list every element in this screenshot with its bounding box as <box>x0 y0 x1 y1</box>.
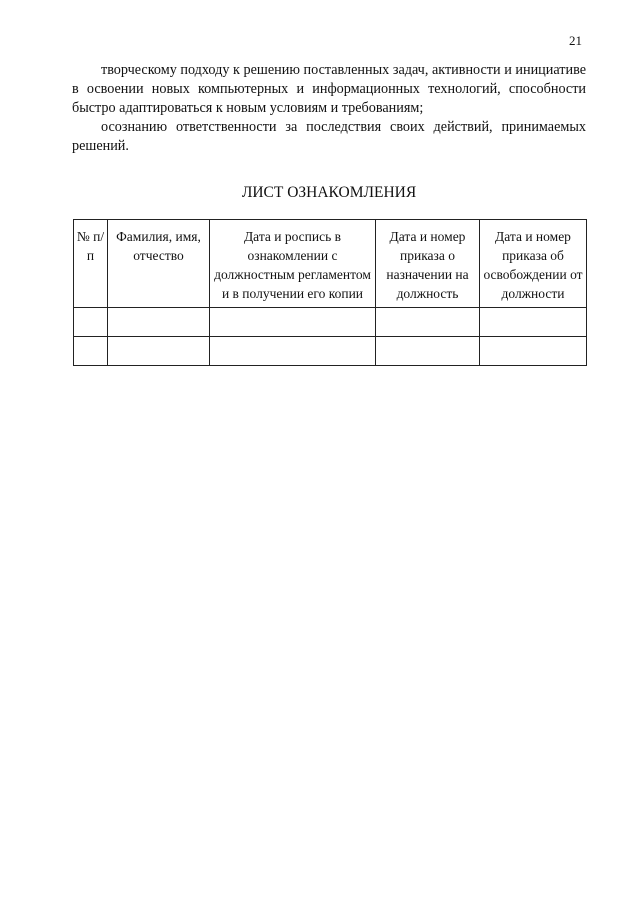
acknowledgement-table <box>73 219 587 366</box>
table-row <box>74 308 587 337</box>
column-header-appointment-order: Дата и номер приказа о назначении на должность <box>376 220 480 308</box>
table-cell <box>480 308 587 337</box>
page-number: 21 <box>569 33 582 48</box>
paragraph-responsibility: осознанию ответственности за последствия своих действий, принимаемых решений. <box>72 119 586 154</box>
column-header-signature-date: Дата и роспись в ознакомлении с должностным регламентом и в получении его копии <box>210 220 376 308</box>
column-header-number: № п/п <box>74 220 108 308</box>
table-cell <box>210 337 376 366</box>
table-cell <box>376 337 480 366</box>
column-header-dismissal-order: Дата и номер приказа об освобождении от должности <box>480 220 587 308</box>
paragraph-creativity: творческому подходу к решению поставленных задач, активности и инициативе в освоении новых компьютерных и информационных технологий, способности быстро адаптироваться к новым условиям и требованиям; <box>72 62 586 116</box>
table-cell <box>376 308 480 337</box>
column-header-full-name: Фамилия, имя, отчество <box>108 220 210 308</box>
table-cell <box>210 308 376 337</box>
table-cell <box>74 337 108 366</box>
body-text <box>72 61 586 156</box>
table-cell <box>108 337 210 366</box>
table-row <box>74 337 587 366</box>
table-cell <box>74 308 108 337</box>
table-header-row <box>74 220 587 308</box>
table-cell <box>480 337 587 366</box>
sheet-title: ЛИСТ ОЗНАКОМЛЕНИЯ <box>241 184 417 201</box>
table-cell <box>108 308 210 337</box>
